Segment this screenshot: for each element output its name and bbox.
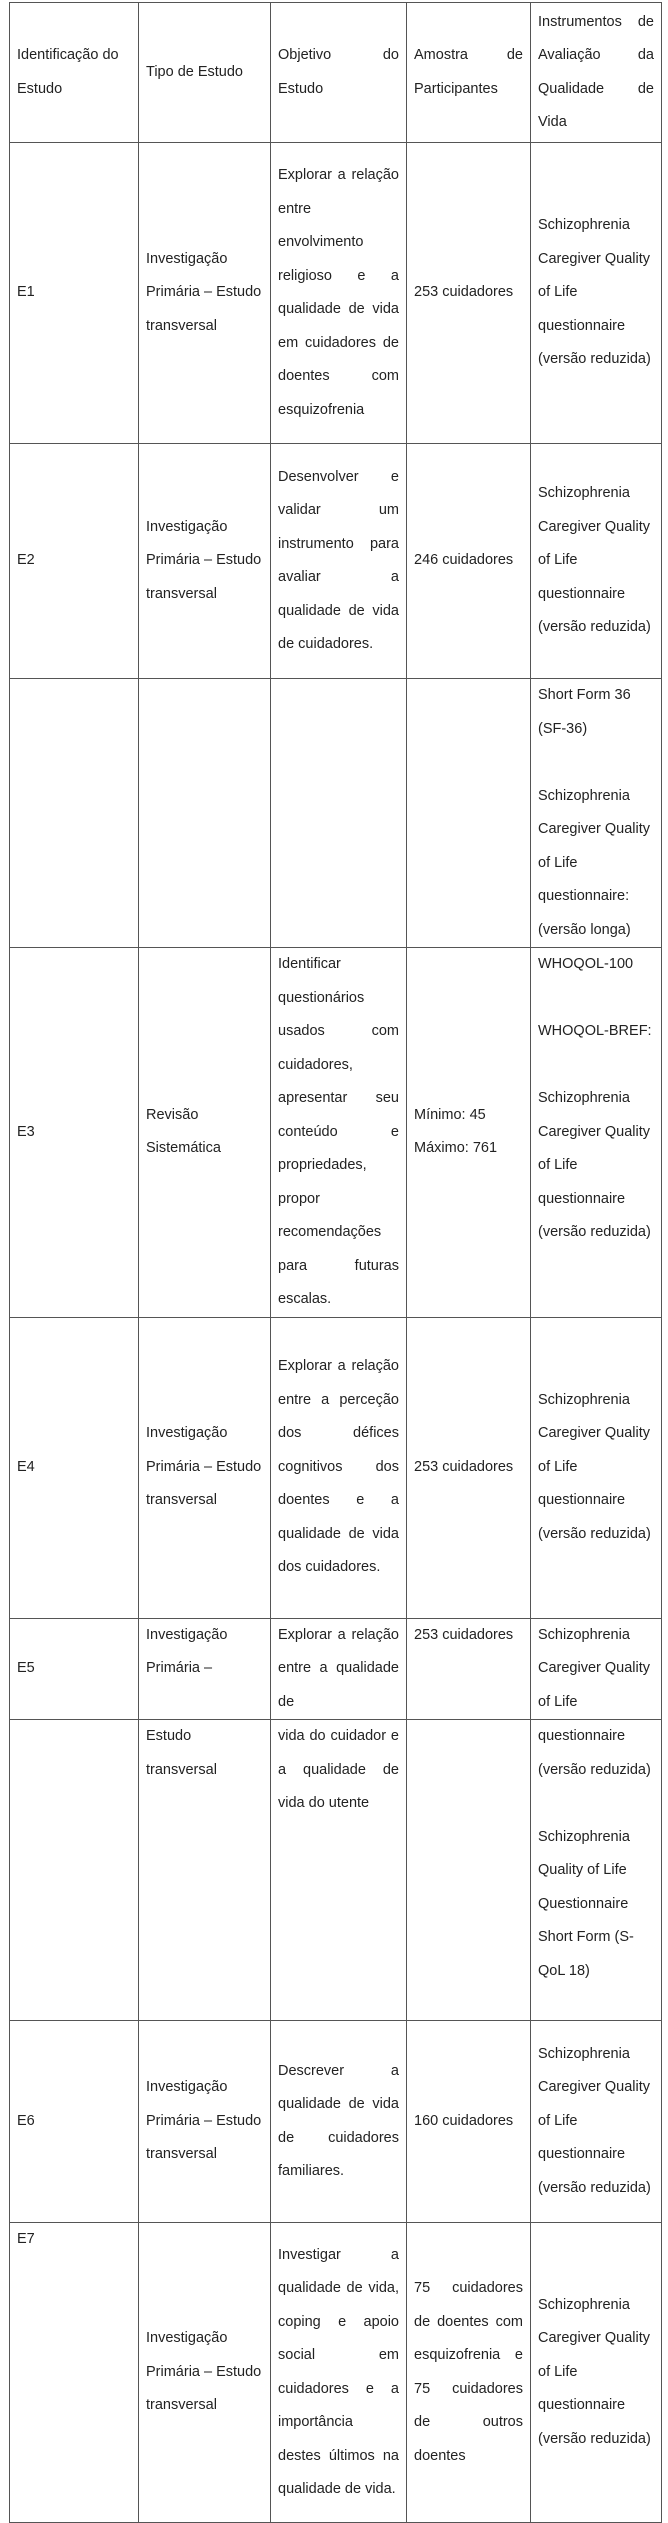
study-id: E1 (10, 143, 139, 444)
study-id: E4 (10, 1317, 139, 1618)
table-row (10, 1317, 662, 1618)
study-amostra: 253 cuidadores (407, 143, 531, 444)
study-id: E3 (10, 948, 139, 1318)
header-tipo: Tipo de Estudo (139, 3, 271, 143)
header-row (10, 3, 662, 143)
table-row (10, 143, 662, 444)
study-amostra: 253 cuidadores (407, 1317, 531, 1618)
study-instrumentos: Schizophrenia Caregiver Quality of Life questionnaire (versão reduzida) (531, 143, 662, 444)
study-instrumentos: Schizophrenia Caregiver Quality of Life questionnaire (versão reduzida) (531, 444, 662, 679)
study-objetivo: Desenvolver e validar um instrumento para avaliar a qualidade de vida de cuidadores. (271, 444, 407, 679)
table-row (10, 2223, 662, 2523)
study-amostra: 75 cuidadores de doentes com esquizofrenia e 75 cuidadores de outros doentes (407, 2223, 531, 2523)
study-objetivo: Explorar a relação entre a perceção dos défices cognitivos dos doentes e a qualidade de vida dos cuidadores. (271, 1317, 407, 1618)
study-instrumentos: questionnaire (versão reduzida) Schizophrenia Quality of Life Questionnaire Short Form (S-QoL 18) (531, 1720, 662, 2021)
table-row (10, 2021, 662, 2223)
study-objetivo: Descrever a qualidade de vida de cuidadores familiares. (271, 2021, 407, 2223)
study-id: E5 (10, 1618, 139, 1720)
study-tipo: Investigação Primária – Estudo transversal (139, 1317, 271, 1618)
study-amostra: Mínimo: 45 Máximo: 761 (407, 948, 531, 1318)
studies-table (9, 2, 662, 2523)
study-tipo (139, 679, 271, 948)
study-id: E6 (10, 2021, 139, 2223)
table-row (10, 1720, 662, 2021)
study-tipo: Investigação Primária – Estudo transversal (139, 2223, 271, 2523)
study-id (10, 679, 139, 948)
study-tipo: Estudo transversal (139, 1720, 271, 2021)
study-amostra: 246 cuidadores (407, 444, 531, 679)
study-objetivo: Identificar questionários usados com cuidadores, apresentar seu conteúdo e propriedades, propor recomendações para futuras escalas. (271, 948, 407, 1318)
table-row (10, 948, 662, 1318)
study-id: E2 (10, 444, 139, 679)
study-id (10, 1720, 139, 2021)
study-instrumentos: WHOQOL-100 WHOQOL-BREF: Schizophrenia Caregiver Quality of Life questionnaire (versão reduzida) (531, 948, 662, 1318)
table-row (10, 1618, 662, 1720)
study-tipo: Investigação Primária – Estudo transversal (139, 444, 271, 679)
study-id: E7 (10, 2223, 139, 2523)
header-id: Identificação do Estudo (10, 3, 139, 143)
study-objetivo: Explorar a relação entre envolvimento religioso e a qualidade de vida em cuidadores de doentes com esquizofrenia (271, 143, 407, 444)
table-row (10, 679, 662, 948)
study-objetivo: Investigar a qualidade de vida, coping e apoio social em cuidadores e a importância destes últimos na qualidade de vida. (271, 2223, 407, 2523)
table-row (10, 444, 662, 679)
study-instrumentos: Short Form 36 (SF-36) Schizophrenia Caregiver Quality of Life questionnaire: (versão longa) (531, 679, 662, 948)
study-amostra: 160 cuidadores (407, 2021, 531, 2223)
study-amostra (407, 1720, 531, 2021)
header-amostra: Amostra de Participantes (407, 3, 531, 143)
header-instrumentos: Instrumentos de Avaliação da Qualidade de Vida (531, 3, 662, 143)
study-instrumentos: Schizophrenia Caregiver Quality of Life questionnaire (versão reduzida) (531, 2021, 662, 2223)
study-instrumentos: Schizophrenia Caregiver Quality of Life questionnaire (versão reduzida) (531, 1317, 662, 1618)
study-amostra (407, 679, 531, 948)
study-tipo: Revisão Sistemática (139, 948, 271, 1318)
study-tipo: Investigação Primária – Estudo transversal (139, 2021, 271, 2223)
study-instrumentos: Schizophrenia Caregiver Quality of Life (531, 1618, 662, 1720)
study-objetivo: vida do cuidador e a qualidade de vida do utente (271, 1720, 407, 2021)
study-tipo: Investigação Primária – (139, 1618, 271, 1720)
header-objetivo: Objetivo do Estudo (271, 3, 407, 143)
study-amostra: 253 cuidadores (407, 1618, 531, 1720)
study-tipo: Investigação Primária – Estudo transversal (139, 143, 271, 444)
study-objetivo (271, 679, 407, 948)
study-objetivo: Explorar a relação entre a qualidade de (271, 1618, 407, 1720)
study-instrumentos: Schizophrenia Caregiver Quality of Life questionnaire (versão reduzida) (531, 2223, 662, 2523)
